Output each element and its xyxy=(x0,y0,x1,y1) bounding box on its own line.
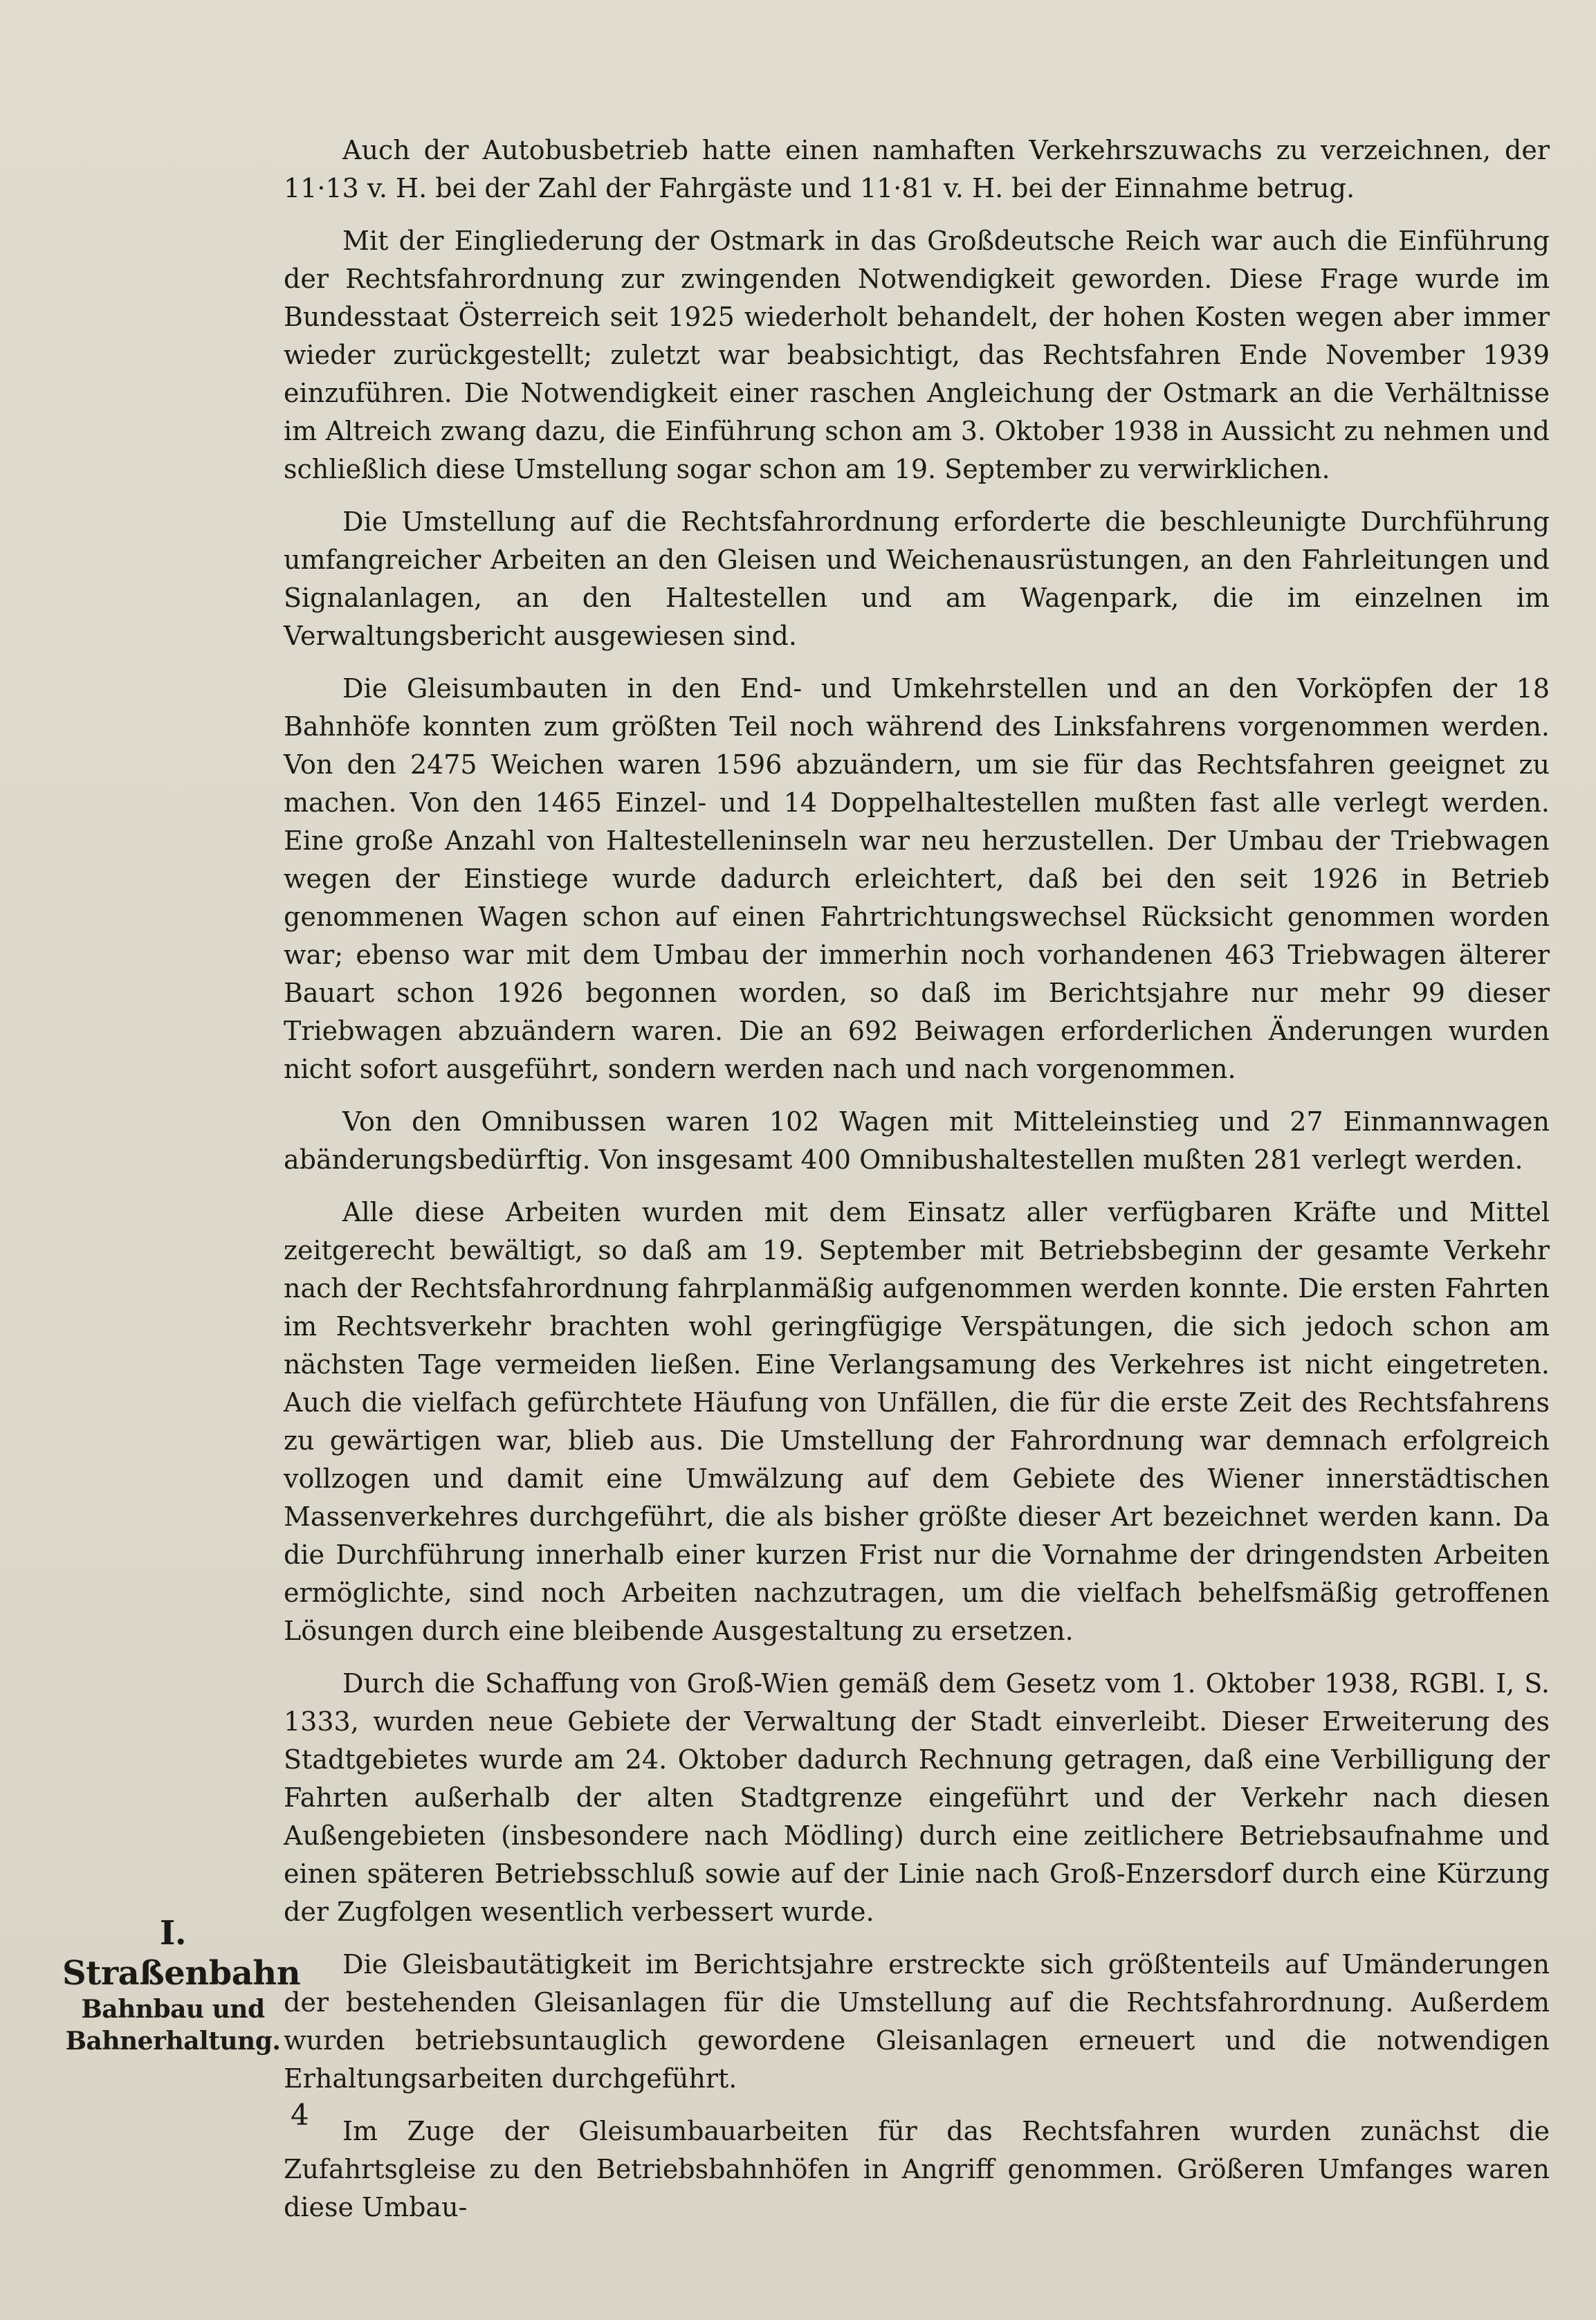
paragraph-arbeiten: Alle diese Arbeiten wurden mit dem Einsatz aller verfügbaren Kräfte und Mittel zeitgerecht bewältigt, so daß am 19. September mit Betriebsbeginn der gesamte Verkehr nach der Rechtsfahrordnung fahrplanmäßig aufgenommen werden konnte. Die ersten Fahrten im Rechtsverkehr brachten wohl geringfügige Verspätungen, die sich jedoch schon am nächsten Tage vermeiden ließen. Eine Verlangsamung des Verkehres ist nicht eingetreten. Auch die vielfach gefürchtete Häufung von Unfällen, die für die erste Zeit des Rechtsfahrens zu gewärtigen war, blieb aus. Die Umstellung der Fahrordnung war demnach erfolgreich vollzogen und damit eine Umwälzung auf dem Gebiete des Wiener innerstädtischen Massenverkehres durchgeführt, die als bisher größte dieser Art bezeichnet werden kann. Da die Durchführung innerhalb einer kurzen Frist nur die Vornahme der dringendsten Arbeiten ermöglichte, sind noch Arbeiten nachzutragen, um die vielfach behelfsmäßig getroffenen Lösungen durch eine bleibende Ausgestaltung zu ersetzen. xyxy=(284,1197,1550,1646)
section-title: I. Straßenbahn xyxy=(62,1914,301,1993)
paragraph-ostmark: Mit der Eingliederung der Ostmark in das Großdeutsche Reich war auch die Einführung der Rechtsfahrordnung zur zwingenden Notwendigkeit geworden. Diese Frage wurde im Bundesstaat Österreich seit 1925 wiederholt behandelt, der hohen Kosten wegen aber immer wieder zurückgestellt; zuletzt war beabsichtigt, das Rechtsfahren Ende November 1939 einzuführen. Die Notwendigkeit einer raschen Angleichung der Ostmark an die Verhältnisse im Altreich zwang dazu, die Einführung schon am 3. Oktober 1938 in Aussicht zu nehmen und schließlich diese Umstellung sogar schon am 19. September zu verwirklichen. xyxy=(284,226,1550,484)
paragraph-autobus: Auch der Autobusbetrieb hatte einen namhaften Verkehrszuwachs zu verzeichnen, der 11·13 v. H. bei der Zahl der Fahrgäste und 11·81 v. H. bei der Einnahme betrug. xyxy=(284,135,1550,203)
paragraph-zufahrtsgleise: Im Zuge der Gleisumbauarbeiten für das Rechtsfahren wurden zunächst die Zufahrtsgleise zu den Betriebsbahnhöfen in Angriff genommen. Größeren Umfanges waren diese Umbau- xyxy=(284,2116,1550,2222)
page-number: 4 xyxy=(291,2098,309,2132)
paragraph-gleisumbauten: Die Gleisumbauten in den End- und Umkehrstellen und an den Vorköpfen der 18 Bahnhöfe konnten zum größten Teil noch während des Linksfahrens vorgenommen werden. Von den 2475 Weichen waren 1596 abzuändern, um sie für das Rechtsfahren geeignet zu machen. Von den 1465 Einzel- und 14 Doppelhaltestellen mußten fast alle verlegt werden. Eine große Anzahl von Haltestelleninseln war neu herzustellen. Der Umbau der Triebwagen wegen der Einstiege wurde dadurch erleichtert, daß bei den seit 1926 in Betrieb genommenen Wagen schon auf einen Fahrtrichtungswechsel Rücksicht genommen worden war; ebenso war mit dem Umbau der immerhin noch vorhandenen 463 Triebwagen älterer Bauart schon 1926 begonnen worden, so daß im Berichtsjahre nur mehr 99 dieser Triebwagen abzuändern waren. Die an 692 Beiwagen erforderlichen Änderungen wurden nicht sofort ausgeführt, sondern werden nach und nach vorgenommen. xyxy=(284,673,1550,1084)
paragraph-omnibusse: Von den Omnibussen waren 102 Wagen mit Mitteleinstieg und 27 Einmannwagen abänderungsbedürftig. Von insgesamt 400 Omnibushaltestellen mußten 281 verlegt werden. xyxy=(284,1106,1550,1175)
paragraph-gross-wien: Durch die Schaffung von Groß-Wien gemäß dem Gesetz vom 1. Oktober 1938, RGBl. I, S. 1333, wurden neue Gebiete der Verwaltung der Stadt einverleibt. Dieser Erweiterung des Stadtgebietes wurde am 24. Oktober dadurch Rechnung getragen, daß eine Verbilligung der Fahrten außerhalb der alten Stadtgrenze eingeführt und der Verkehr nach diesen Außengebieten (insbesondere nach Mödling) durch eine zeitlichere Betriebsaufnahme und einen späteren Betriebsschluß sowie auf der Linie nach Groß-Enzersdorf durch eine Kürzung der Zugfolgen wesentlich verbessert wurde. xyxy=(284,1668,1550,1927)
section-heading xyxy=(62,1913,301,2057)
section-subtitle-line2: Bahnerhaltung. xyxy=(65,2027,281,2056)
section-subtitle-line1: Bahnbau und xyxy=(81,1995,265,2024)
paragraph-umstellung: Die Umstellung auf die Rechtsfahrordnung erforderte die beschleunigte Durchführung umfangreicher Arbeiten an den Gleisen und Weichenausrüstungen, an den Fahrleitungen und Signalanlagen, an den Haltestellen und am Wagenpark, die im einzelnen im Verwaltungsbericht ausgewiesen sind. xyxy=(284,506,1550,651)
body-text xyxy=(284,131,1550,2241)
paragraph-gleisbautaetigkeit: Die Gleisbautätigkeit im Berichtsjahre erstreckte sich größtenteils auf Umänderungen der bestehenden Gleisanlagen für die Umstellung auf die Rechtsfahrordnung. Außerdem wurden betriebsuntauglich gewordene Gleisanlagen erneuert und die notwendigen Erhaltungsarbeiten durchgeführt. xyxy=(284,1949,1550,2094)
